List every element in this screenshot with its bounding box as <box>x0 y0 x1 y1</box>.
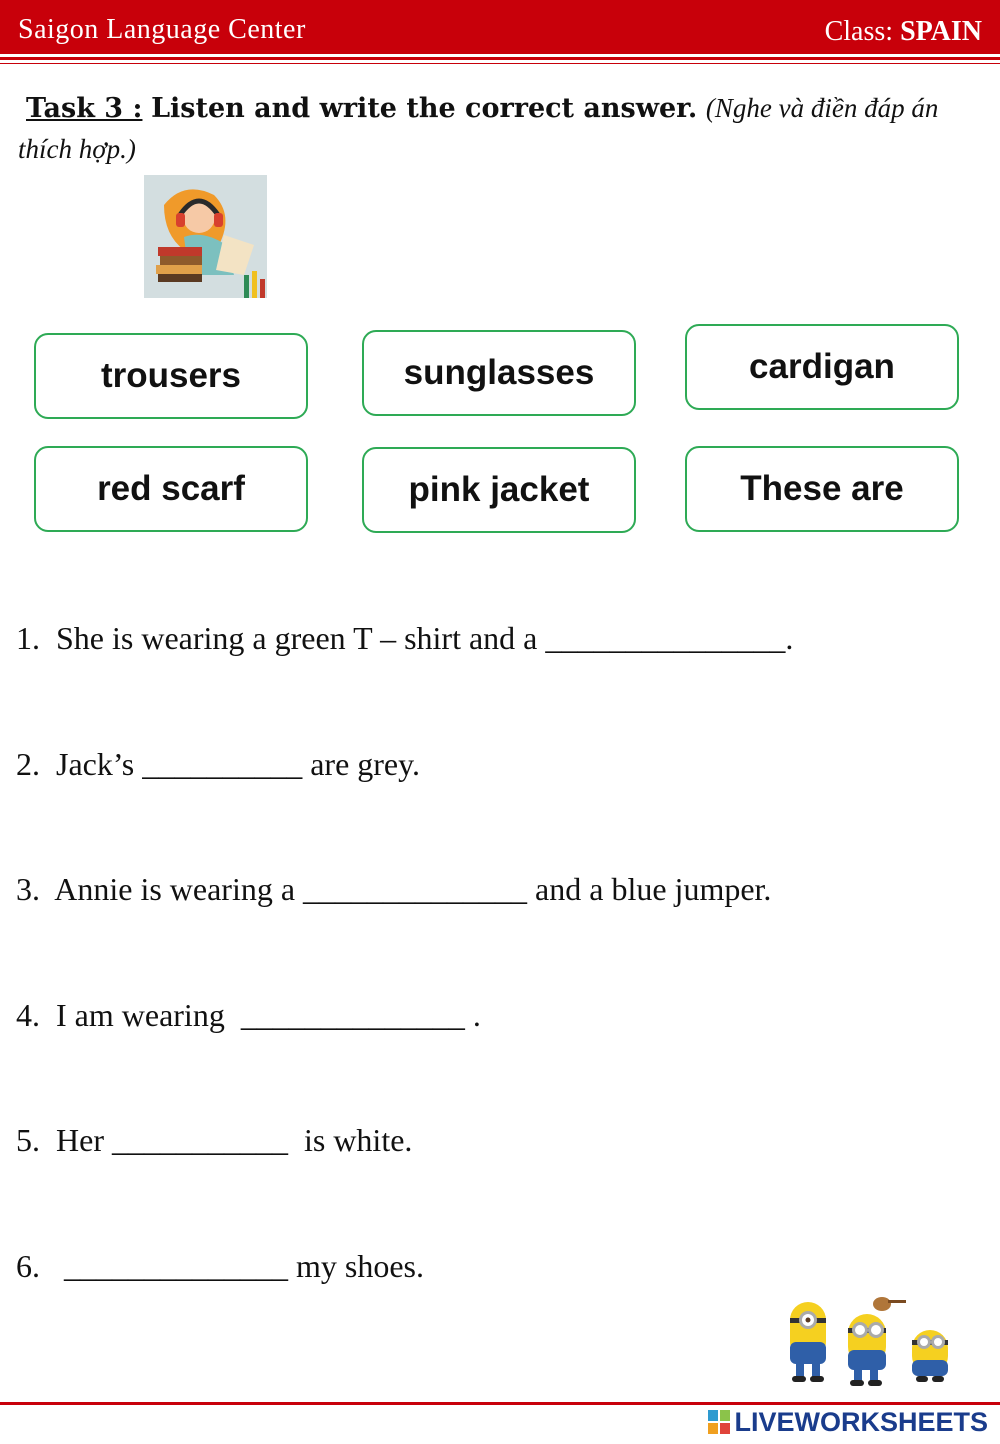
girl-headphones-books-icon <box>144 175 267 298</box>
footer-divider <box>0 1402 1000 1405</box>
question-1: 1. She is wearing a green T – shirt and a _______________. <box>16 620 794 656</box>
liveworksheets-logo-icon <box>708 1410 730 1434</box>
brand-text: LIVEWORKSHEETS <box>734 1406 988 1437</box>
question-6: 6. ______________ my shoes. <box>16 1248 424 1284</box>
question-3: 3. Annie is wearing a ______________ and a blue jumper. <box>16 871 772 907</box>
question-4: 4. I am wearing ______________ . <box>16 997 481 1033</box>
school-name: Saigon Language Center <box>18 14 306 45</box>
minions-icon <box>770 1292 970 1392</box>
task-translation: (Nghe và điền đáp án thích hợp.) <box>18 93 939 164</box>
class-label: Class: <box>824 16 901 47</box>
task-label: Task 3 : <box>26 93 143 124</box>
word-box-pink-jacket: pink jacket <box>362 447 636 533</box>
word-box-cardigan: cardigan <box>685 324 959 410</box>
liveworksheets-brand[interactable] <box>708 1406 988 1438</box>
question-2: 2. Jack’s __________ are grey. <box>16 746 421 782</box>
word-box-red-scarf: red scarf <box>34 446 308 532</box>
header-divider <box>0 57 1000 60</box>
question-5: 5. Her ___________ is white. <box>16 1122 413 1158</box>
word-box-sunglasses: sunglasses <box>362 330 636 416</box>
word-box-trousers: trousers <box>34 333 308 419</box>
word-box-these-are: These are <box>685 446 959 532</box>
header-bar <box>0 0 1000 54</box>
task-heading <box>18 88 968 170</box>
header-divider-thin <box>0 63 1000 64</box>
class-info <box>825 16 982 48</box>
class-name: SPAIN <box>900 16 982 47</box>
task-instruction: Listen and write the correct answer. <box>151 93 698 124</box>
